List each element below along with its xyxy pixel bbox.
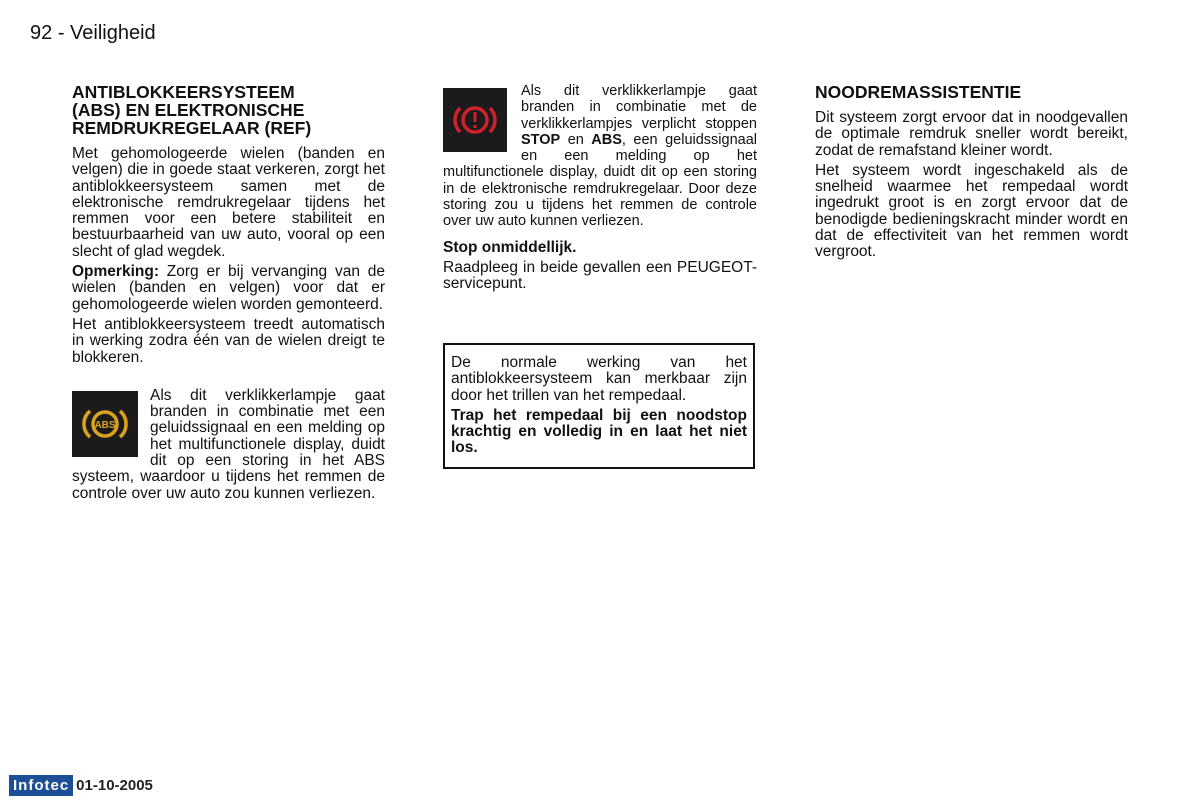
abs-note-paragraph (72, 264, 385, 313)
brake-text-part: Als dit verklikkerlampje gaat branden in combinatie met de verklikkerlampjes verplicht stoppen (521, 83, 757, 132)
note-box-bold-text: Trap het rempedaal bij een noodstop krachtig en volledig in en laat het niet los. (451, 406, 747, 457)
brake-text-part: en (560, 131, 592, 148)
brake-assist-paragraph-1: Dit systeem zorgt ervoor dat in noodgevallen de optimale remdruk sneller wordt bereikt, zodat de remafstand kleiner wordt. (815, 109, 1128, 159)
stop-heading-text: Stop onmiddellijk. (443, 238, 577, 256)
column-brake-assist (815, 83, 1128, 265)
brake-warning-block (443, 83, 757, 234)
abs-warning-text: Als dit verklikkerlampje gaat branden in combinatie met een geluidssignaal en een melding op het multifunctionele display, duidt dit op een storing in het ABS systeem, waardoor u tijdens het remmen de controle over uw auto zou kunnen verliezen. (72, 386, 385, 502)
brake-text-part: , een geluidssignaal en een melding op het multifunctionele display, duidt dit op een storing in de elektronische remdrukregelaar. Door deze storing zou u tijdens het remmen de controle over uw auto kunnen verliezen. (443, 131, 757, 230)
note-label: Opmerking: (72, 263, 159, 281)
abs-icon-text: ABS (94, 419, 116, 431)
note-text: Zorg er bij vervanging van de wielen (banden en velgen) voor dat er gehomologeerde wielen worden gemonteerd. (72, 263, 385, 313)
header-separator: - (57, 22, 65, 44)
abs-label: ABS (591, 131, 622, 148)
title-line: REMDRUKREGELAAR (REF) (72, 118, 312, 138)
abs-intro-paragraph: Met gehomologeerde wielen (banden en velgen) die in goede staat verkeren, zorgt het antiblokkeersysteem samen met de elektronische remdrukregelaar tijdens het remmen voor een betere stabiliteit en bestuurbaarheid van uw auto, vooral op een slecht of glad wegdek. (72, 145, 385, 260)
section-title: Veiligheid (70, 22, 156, 44)
stop-heading (443, 240, 757, 256)
consult-paragraph: Raadpleeg in beide gevallen een PEUGEOT-servicepunt. (443, 258, 757, 293)
abs-section-title (72, 83, 385, 137)
column-abs (72, 83, 385, 506)
footer-date: 01-10-2005 (76, 776, 153, 794)
title-line: (ABS) EN ELEKTRONISCHE (72, 100, 305, 120)
abs-note-box (443, 343, 755, 469)
infotec-logo: Infotec (9, 775, 73, 796)
title-line: ANTIBLOKKEERSYSTEEM (72, 82, 295, 102)
abs-activation-paragraph: Het antiblokkeersysteem treedt automatisch in werking zodra één van de wielen dreigt te blokkeren. (72, 315, 385, 366)
footer (9, 773, 153, 797)
page-number: 92 (30, 22, 53, 44)
brake-assist-paragraph-2: Het systeem wordt ingeschakeld als de snelheid waarmee het rempedaal wordt ingedrukt groot is en zorgt ervoor dat de benodigde bedieningskracht minder wordt en dat de effectiviteit van het remmen wordt vergroot. (815, 161, 1128, 261)
note-box-text: De normale werking van het antiblokkeersysteem kan merkbaar zijn door het trillen van het rempedaal. (451, 354, 747, 404)
brake-warning-lamp-icon (443, 88, 507, 152)
abs-warning-lamp-icon (72, 391, 138, 457)
brake-assist-title: NOODREMASSISTENTIE (815, 82, 1022, 102)
page-header (30, 21, 156, 45)
stop-label: STOP (521, 131, 561, 148)
column-ref-warning (443, 83, 757, 297)
abs-warning-block (72, 388, 385, 506)
